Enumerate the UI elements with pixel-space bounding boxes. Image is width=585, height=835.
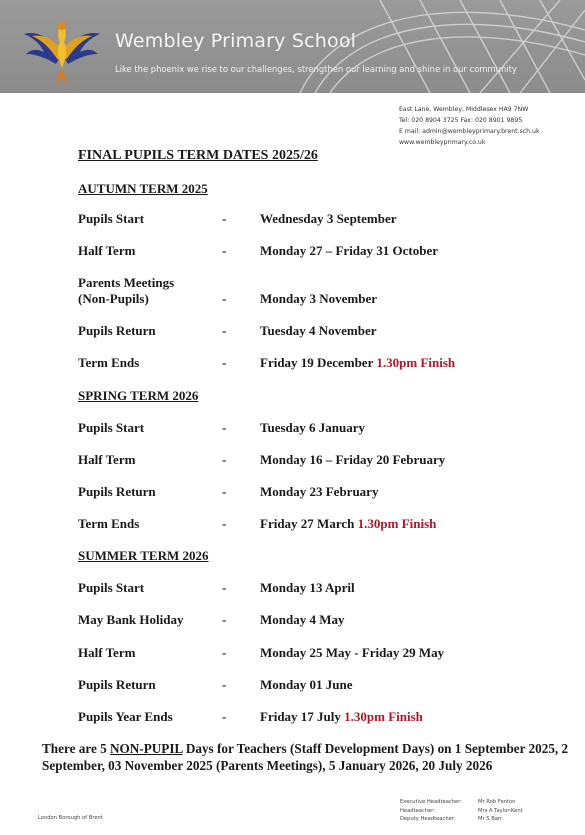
row-value: Tuesday 6 January bbox=[260, 420, 365, 435]
row-value: Friday 27 March 1.30pm Finish bbox=[260, 516, 437, 531]
row-dash: - bbox=[222, 420, 227, 435]
row-label: Half Term bbox=[78, 243, 136, 258]
staff-line bbox=[400, 815, 550, 824]
row-dash: - bbox=[222, 323, 227, 338]
phoenix-logo-icon bbox=[22, 8, 102, 88]
staff-line bbox=[400, 798, 550, 807]
row-label: Pupils Start bbox=[78, 420, 145, 435]
staff-name: Mrs A Taylor-Kent bbox=[478, 807, 523, 814]
row-value: Monday 3 November bbox=[260, 291, 377, 306]
row-value: Monday 23 February bbox=[260, 484, 379, 499]
row-label: Pupils Return bbox=[78, 677, 156, 692]
staff-role: Executive Headteacher: bbox=[400, 799, 462, 805]
row-dash: - bbox=[222, 243, 227, 258]
row-label: Pupils Start bbox=[78, 211, 145, 226]
page-title: FINAL PUPILS TERM DATES 2025/26 bbox=[78, 148, 318, 163]
row-value: Friday 17 July 1.30pm Finish bbox=[260, 709, 423, 724]
row-label: Pupils Year Ends bbox=[78, 709, 173, 724]
address-text: East Lane, Wembley, Middlesex HA9 7NW bbox=[399, 106, 529, 113]
row-label: Pupils Return bbox=[78, 484, 156, 499]
contact-block bbox=[399, 104, 540, 148]
row-value: Monday 01 June bbox=[260, 677, 353, 692]
term-heading-spring: SPRING TERM 2026 bbox=[78, 388, 199, 403]
email-link[interactable]: E mail: admin@wembleyprimary.brent.sch.uk bbox=[399, 128, 540, 135]
row-dash: - bbox=[222, 516, 227, 531]
row-value: Friday 19 December 1.30pm Finish bbox=[260, 355, 456, 370]
row-dash: - bbox=[222, 452, 227, 467]
early-finish-note: 1.30pm Finish bbox=[376, 355, 456, 370]
staff-line bbox=[400, 807, 550, 816]
school-name: Wembley Primary School bbox=[115, 30, 357, 52]
row-label: Pupils Start bbox=[78, 580, 145, 595]
row-value: Monday 27 – Friday 31 October bbox=[260, 243, 439, 258]
staff-role: Headteacher: bbox=[400, 807, 436, 814]
early-finish-note: 1.30pm Finish bbox=[357, 516, 437, 531]
row-dash: - bbox=[222, 580, 227, 595]
non-pupil-emphasis: NON-PUPIL bbox=[110, 741, 183, 756]
row-dash: - bbox=[222, 291, 227, 306]
staff-name: Mr S Barr bbox=[478, 816, 503, 823]
row-dash: - bbox=[222, 709, 227, 724]
staff-list bbox=[400, 798, 550, 824]
row-label: Term Ends bbox=[78, 516, 140, 531]
row-dash: - bbox=[222, 645, 227, 660]
early-finish-note: 1.30pm Finish bbox=[344, 709, 423, 724]
row-value: Monday 16 – Friday 20 February bbox=[260, 452, 446, 467]
website-link[interactable]: www.wembleyprimary.co.uk bbox=[399, 139, 486, 146]
row-dash: - bbox=[222, 211, 227, 226]
header-banner bbox=[0, 0, 585, 93]
row-dash: - bbox=[222, 677, 227, 692]
row-label: Half Term bbox=[78, 452, 136, 467]
row-dash: - bbox=[222, 484, 227, 499]
row-label: Parents Meetings bbox=[78, 275, 175, 290]
row-label-continued: (Non-Pupils) bbox=[78, 291, 149, 306]
row-label: May Bank Holiday bbox=[78, 612, 184, 627]
staff-role: Deputy Headteacher: bbox=[400, 816, 456, 823]
row-value: Monday 4 May bbox=[260, 612, 345, 627]
borough-text: London Borough of Brent bbox=[38, 815, 103, 821]
row-dash: - bbox=[222, 612, 227, 627]
row-label: Pupils Return bbox=[78, 323, 156, 338]
staff-name: Mr Rob Fenton bbox=[478, 799, 516, 805]
row-value: Monday 13 April bbox=[260, 580, 355, 595]
term-heading-summer: SUMMER TERM 2026 bbox=[78, 548, 209, 563]
row-value: Monday 25 May - Friday 29 May bbox=[260, 645, 445, 660]
row-value: Tuesday 4 November bbox=[260, 323, 377, 338]
term-heading-autumn: AUTUMN TERM 2025 bbox=[78, 181, 208, 196]
row-value: Wednesday 3 September bbox=[260, 211, 397, 226]
row-label: Half Term bbox=[78, 645, 136, 660]
school-motto: Like the phoenix we rise to our challenges, strengthen our learning and shine in our community bbox=[115, 64, 517, 74]
phone-text: Tel: 020 8904 3725 Fax: 020 8901 9895 bbox=[399, 117, 523, 124]
staff-development-note: There are 5 NON-PUPIL Days for Teachers (Staff Development Days) on 1 September 2025, 2 September, 03 November 2025 (Parents Meetings), 5 January 2026, 20 July 2026 bbox=[42, 741, 569, 773]
row-dash: - bbox=[222, 355, 227, 370]
row-label: Term Ends bbox=[78, 355, 140, 370]
